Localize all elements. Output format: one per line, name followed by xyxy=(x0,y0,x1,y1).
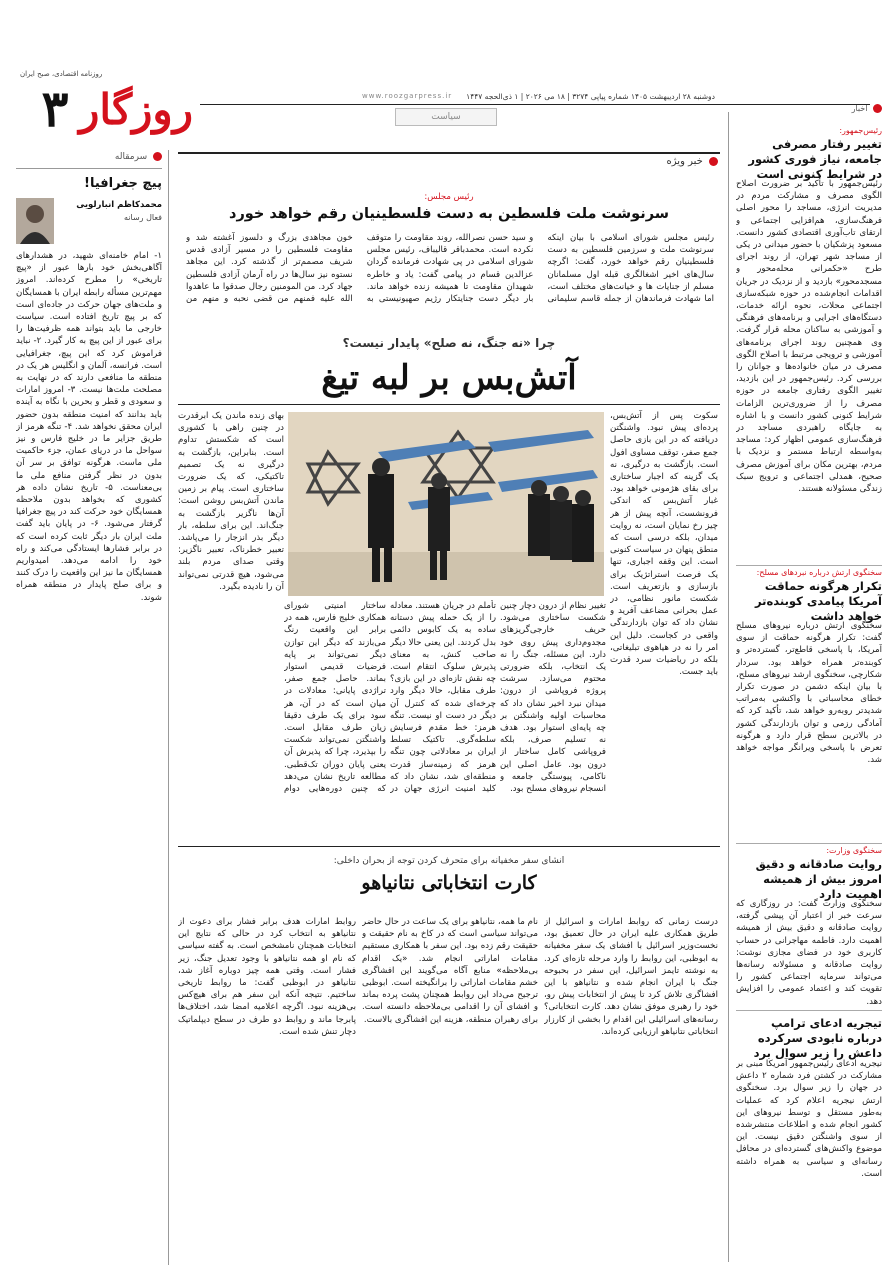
news-brief-kicker: رئیس مجلس: xyxy=(424,192,474,202)
news-brief-title: سرنوشت ملت فلسطین به دست فلسطینیان رقم خواهد خورد xyxy=(229,206,669,222)
author-name: محمدکاظم انبارلویی xyxy=(76,200,162,210)
story-divider xyxy=(736,843,882,844)
masthead-logo: روزگار xyxy=(79,85,193,134)
right-column-divider xyxy=(728,112,729,1262)
red-bullet-icon xyxy=(153,152,162,161)
lead-supertitle: چرا «نه جنگ، نه صلح» پایدار نیست؟ xyxy=(342,336,556,350)
story2-title: تکرار هرگونه حماقت آمریکا پیامدی کوبنده‌تر خواهد داشت xyxy=(755,579,882,623)
left-column-divider xyxy=(168,150,169,1265)
news-brief-header xyxy=(620,156,718,172)
story4-body: نیجریه ادعای رئیس‌جمهور آمریکا مبنی بر مشارکت در کشتن فرد شماره ۲ داعش در جهان را زیر سوال برد. سخنگوی ارتش نیجریه اعلام کرد که عملیات به‌طور مستقل و توسط نیروهای این کشور انجام شده و اطلاعات منتشرشده از سوی واشنگتن دقیق نیست. این موضوع واکنش‌های گسترده‌ای در محافل رسانه‌ای و سیاسی به همراه داشته است. xyxy=(736,1059,882,1179)
date-line: دوشنبه ۲۸ اردیبهشت ۱۴۰۵ شماره پیاپی ۳۲۷۴ | ۱۸ می ۲۰۲۶ | ۱ ذی‌الحجه ۱۴۴۷ xyxy=(466,92,715,101)
lead-title: آتش‌بس بر لبه تیغ xyxy=(321,358,577,398)
lead-col1: سکوت پس از آتش‌بس، پرده‌ای پیش نبود. واشنگتن دریافته که در این بازی حاصل جمع صفر، توقف مساوی افول است. بازگشت به درگیری، نه یک گزینه که اجبار ساختاری برای بقای هژمونی خواهد بود. غبار آتش‌بس که اندکی فرونشست، آنچه پیش از هر چیز رخ نمایان است، نه روایت میدان، بلکه درسی است که منطق پنهان در سیاست کنونی است. این وقفه اجباری، تنها یک فرصت استراتژیک برای بازسازی و بازتعریف است. شکست مانور نظامی، در عمل بحرانی مضاعف آفرید و نشان داد که توان بازدارندگی واقعی در کجاست. دلیل این امر را نه در هیاهوی تبلیغاتی، بلکه در ریاضیات سرد قدرت باید جست. xyxy=(610,411,718,678)
story1-kicker: رئیس‌جمهور: xyxy=(839,126,882,135)
pedestrian-silhouette xyxy=(368,474,394,548)
bottom-story-col2: نام ما همه، نتانیاهو برای یک ساعت در حال حاضر می‌تواند سیاسی است که در کاخ به نام حقیقت و حقیقت رقم زده بود. این سفر با همکاری مستقیم مقامات اماراتی انجام شد. «یک اقدام بی‌ملاحظه» منابع آگاه می‌گویند این افشاگری خشم مقامات اماراتی را برانگیخته است. ابوظبی ترجیح می‌داد این روابط همچنان پشت پرده بماند و افشای آن را اقدامی بی‌ملاحظه دانسته است. برای رهبران منطقه، هزینه این افشاگری بالاست. xyxy=(362,917,538,1025)
news-brief-body: رئیس مجلس شورای اسلامی با بیان اینکه سرنوشت ملت و سرزمین فلسطین به دست فلسطینیان رقم خواهد خورد، گفت: اگرچه سال‌های اخیر اشغالگری قبله اول مسلمانان مسلم از جنایات ها و خیانت‌های مختلف است، اما شهادت فرماندهان از جمله قاسم سلیمانی و سید حسن نصرالله، روند مقاومت را متوقف نکرده است. محمدباقر قالیباف، رئیس مجلس شورای اسلامی در پی شهادت فرمانده گردان عزالدین قسام در پیامی گفت: یاد و خاطره شهیدان مقاومت تا همیشه زنده خواهد ماند. بار دیگر دست جنایتکار رژیم صهیونیستی به خون مجاهدی بزرگ و دلسوز آغشته شد و مقاومت فلسطین را در مسیر آزادی قدس شریف مصمم‌تر از گذشته کرد. این مجاهد نستوه نیز سال‌ها در راه آرمان آزادی فلسطین جهاد کرد. من المومنین رجال صدقوا ما عاهدوا الله علیه فمنهم من قضی نحبه و منهم من xyxy=(186,233,714,305)
author-avatar-icon xyxy=(16,198,54,244)
story3-body: سخنگوی وزارت گفت: در روزگاری که سرعت خبر از اعتبار آن پیشی گرفته، روایت صادقانه و دقیق بیش از همیشه اهمیت دارد. فاطمه مهاجرانی در حساب کاربری خود در فضای مجازی نوشت: روایت صادقانه و مسئولانه رسانه‌ها می‌تواند سرمایه اجتماعی کشور را تقویت کند و اعتماد عمومی را افزایش دهد. xyxy=(736,899,882,1006)
story-divider xyxy=(736,565,882,566)
right-column-header-text: اخبار xyxy=(851,104,868,113)
story1-title: تغییر رفتار مصرفی جامعه، نیاز فوری کشور در شرایط کنونی است xyxy=(748,137,882,181)
lead-photo-svg xyxy=(288,412,604,596)
story1-body: رئیس‌جمهور با تأکید بر ضرورت اصلاح الگوی مصرف و مشارکت مردم در مدیریت انرژی، مساجد را محور اصلی فرهنگ‌سازی، هم‌افزایی اجتماعی و ارتقای تاب‌آوری اقتصادی کشور دانست. مسعود پزشکیان با حضور میدانی در یکی از مساجد شهر تهران، از روند اجرای طرح «حکمرانی محله‌محور و مسجد‌محور» بازدید و از نزدیک در جریان اقدامات انجام‌شده در حوزه شبکه‌سازی اجتماعی محلات، نحوه ارائه خدمات، دستگاه‌های اجرایی و برنامه‌های فرهنگی و آموزشی به ساکنان محله قرار گرفت. وی همچنین روند اجرای برنامه‌های آموزشی و ترویجی مرتبط با اصلاح الگوی مصرف در میان خانواده‌ها و جوانان را بررسی کرد. رئیس‌جمهور در این بازدید، تغییر الگوی رفتاری جامعه در حوزه مصرف را از ضروری‌ترین الزامات شرایط کنونی کشور دانست و با اشاره به جایگاه راهبردی مساجد در فرهنگ‌سازی عمومی اظهار کرد: مساجد به‌واسطه ارتباط مستمر و نزدیک با مردم، بهترین مکان برای آموزش مصرف صحیح، همدلی اجتماعی و ترویج سبک زندگی مسئولانه هستند. xyxy=(736,179,882,495)
left-column-header xyxy=(16,152,162,169)
section-label: سیاست xyxy=(395,108,497,126)
lead-photo xyxy=(288,412,604,596)
news-brief-header-text: خبر ویژه xyxy=(666,156,703,167)
bottom-story-rule xyxy=(178,846,720,847)
editorial-body: ۱- امام خامنه‌ای شهید، در هشدارهای آگاهی‌بخش خود بارها عبور از «پیچ تاریخی» را مطرح کرده‌اند. امروز مهم‌ترین مسأله رابطه ایران با همسایگان و ملت‌های جهان حرکت در جاده‌ای است که بر پیچ تاریخ افتاده است. سیاست خارجی ما باید بتواند همه ظرفیت‌ها را برای عبور از این پیچ به کار گیرد. ۲- نباید فراموش کرد که این پیچ، جغرافیایی است. فرانسه، آلمان و انگلیس هر یک در منطقه ما منافعی دارند که در نهایت به مصلحت ملت‌ها نیست. ۳- امروز امارات و سعودی و قطر و بحرین با نگاه به آینده باید بدانند که امنیت منطقه بدون حضور ایران محقق نخواهد شد. ۴- تنگه هرمز از طریق جزایر ما در خلیج فارس و نیز سواحل ما در دریای عمان، جزء حاکمیت ملی ماست. هرگونه توافق بر سر آن بدون در نظر گرفتن منافع ملی ما بی‌معناست. ۵- تاریخ نشان داده هر کشوری که بخواهد بدون ملاحظه همسایگان خود حرکت کند در پیچ جغرافیا گرفتار می‌شود. ۶- در پایان باید گفت ملت ایران بار دیگر ثابت کرده است که در برابر فشارها ایستادگی می‌کند و راه خود را ادامه می‌دهد. امیدواریم همسایگان ما نیز این واقعیت را درک کنند و برای صلح پایدار در منطقه همراه شوند. xyxy=(16,251,162,603)
left-column-header-text: سرمقاله xyxy=(114,152,148,162)
bottom-story-col3: روابط امارات هدف برابر فشار برای دعوت از نتانیاهو به انتخاب کرد در حالی که نتایج این انتخابات همچنان نامشخص است. به گفته سیاسی که نام او همه نتانیاهو با وجود تعدیل جنگ، زیر فشار است. وقتی همه چیز دوباره آغاز شد، نتانیاهو در ابوظبی گفت: ما روابط تاریخی ساختیم. نتیجه آنکه این سفر هم برای هیچ‌کس بی‌هزینه نبود. اگرچه اعلامیه امضا شد، اختلاف‌ها پابرجا ماند و روابط دو طرف در سطح دیپلماتیک دچار تنش شده است. xyxy=(178,917,356,1037)
page-number: ۳ xyxy=(41,79,69,138)
lead-rule xyxy=(178,404,720,405)
bottom-story-title: کارت انتخاباتی نتانیاهو xyxy=(361,872,537,894)
editorial-title: پیچ جغرافیا! xyxy=(84,176,162,191)
story3-title: روایت صادقانه و دقیق امروز بیش از همیشه اهمیت دارد xyxy=(755,857,882,901)
bottom-story-kicker: انشای سفر مخفیانه برای متحرف کردن توجه از بحران داخلی: xyxy=(333,856,565,866)
right-column-header xyxy=(736,104,882,120)
lead-col5-continued xyxy=(178,644,280,796)
tagline: روزنامه اقتصادی، صبح ایران xyxy=(20,70,103,78)
site-url: www.roozgarpress.ir xyxy=(362,92,453,100)
author-role: فعال رسانه xyxy=(124,213,162,222)
red-bullet-icon xyxy=(709,157,718,166)
lead-col4: ساختار امنیتی شورای همکاری خلیج فارس، همه در برابر این واقعیت رنگ می‌بازند که دیگر این توازن دیگر نمی‌تواند بر پایه فرضیات قدیمی استوار بماند. حاصل جمع صفر، تراژدی پایانی: معادلات در میان است که در آن، هر سود برای یک طرف دقیقا زیان طرف مقابل است. واشنگتن نمی‌تواند شکست را بپذیرد، چرا که پذیرش آن یعنی پایان دوران تک‌قطبی. مطالعه تاریخ نشان می‌دهد که چنین دوره‌هایی دوام xyxy=(284,601,386,795)
bottom-story-col1: درست زمانی که روابط امارات و اسرائیل از طریق همکاری علیه ایران در حال تعمیق بود، نخست‌وزیر اسرائیل با افشای یک سفر مخفیانه به ابوظبی، این روابط را وارد مرحله تازه‌ای کرد. به نوشته تایمز اسرائیل، این سفر در بحبوحه جنگ با ایران انجام شده و نتانیاهو با این افشاگری تلاش کرد تا پیش از انتخابات پیش رو، خود را رهبری موفق نشان دهد. کارت انتخاباتی؟ رسانه‌های اسرائیلی این اقدام را بخشی از کارزار انتخاباتی نتانیاهو ارزیابی کرده‌اند. xyxy=(544,917,718,1037)
story4-title: تیجریه ادعای ترامپ درباره نابودی سرکرده داعش را زیر سوال برد xyxy=(753,1016,882,1060)
author-photo xyxy=(16,198,54,244)
story2-kicker: سخنگوی ارتش درباره نبردهای مسلح: xyxy=(756,568,882,577)
lead-col3: تأملم در جریان هستند. معادله را از یک حمله پیش دستانه ساده به یک کابوس دائمی بدل کردند. این یعنی حالا دیگر صاحب کنش، به معنای پذیرش سلوک انتقام است. چه نقش تازه‌ای در این بازی؟ طرف مقابل، حالا دیگر وارد چرخه‌ای شده که کنترل آن دیگر در دست او نیست. تنگه هرمز: خط مقدم فرسایش سلطه‌گری. تاکتیک تسلط ایران بر معادلاتی چون تنگه هرمز که زمینه‌ساز قدرت منطقه‌ای شد، نشان داد که کلید امنیت انرژی جهان در xyxy=(390,601,496,795)
story-divider xyxy=(736,1010,882,1011)
lead-col2: تغییر نظام از درون دچار چنین شکست ساختاری می‌شود. حریف خارجی‌گریزهای مجدوم‌داری پیش روی خود دارد. این مسئله، جنگ را نه یک انتخاب، بلکه ضرورتی محتوم می‌سازد. سرشت پروژه فروپاشی از درون: میدان نبرد اخیر نشان داد که محاسبات اولیه واشنگتن بر چه پایه‌ای استوار بود. هدف نه تسلیم صرف، بلکه فروپاشی کامل ساختار از درون بود. عامل اصلی این ناکامی، پیوستگی جامعه و انسجام نیروهای مسلح بود. xyxy=(500,601,606,795)
red-bullet-icon xyxy=(873,104,882,113)
story3-kicker: سخنگوی وزارت: xyxy=(826,846,882,855)
story2-body: سخنگوی ارتش درباره نیروهای مسلح گفت: تکرار هرگونه حماقت از سوی آمریکا، با پاسخی قاطع‌تر، گسترده‌تر و کوبنده‌تر همراه خواهد بود. سردار شکارچی، سخنگوی ارشد نیروهای مسلح، با بیان اینکه دشمن در صورت تکرار خطای محاسباتی با واکنشی به‌مراتب شدیدتر روبه‌رو خواهد شد، تأکید کرد که آمادگی رزمی و توان بازدارندگی کشور در بالاترین سطح قرار دارد و هرگونه تعرض با پاسخی ویرانگر مواجه خواهد شد. xyxy=(736,621,882,766)
lead-col5: بهای زنده ماندن یک ابرقدرت در چنین راهی با کشوری است که شکستش تداوم است. بنابراین، بازگشت به درگیری نه یک تصمیم تاکتیکی، که یک ضرورت ساختاری است. پیام بر زمین ماندن آتش‌بس روشن است: آن‌ها ناگزیر بازگشت به جنگ‌اند. این برای سلطه، بار دیگر بذر انزجار را می‌پاشد. تعبیر خطرناک، تعبیر ناگزیر: وقتی صدای مردم بلند می‌شود، هیچ قدرتی نمی‌تواند آن را نادیده بگیرد. xyxy=(178,411,284,592)
